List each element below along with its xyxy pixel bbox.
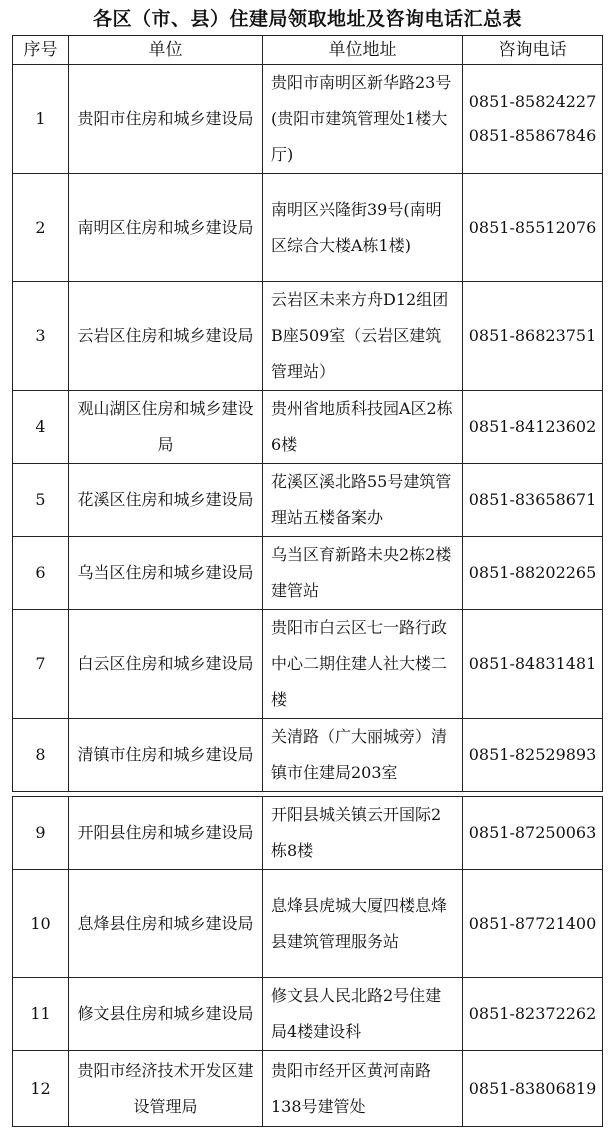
row-no: 10 xyxy=(13,870,69,978)
row-no: 8 xyxy=(13,719,69,792)
row-address: 贵州省地质科技园A区2栋6楼 xyxy=(263,391,463,464)
row-address: 乌当区育新路未央2栋2楼建管站 xyxy=(263,537,463,610)
row-address: 贵阳市南明区新华路23号(贵阳市建筑管理处1楼大厅) xyxy=(263,65,463,174)
row-phone xyxy=(463,391,603,464)
phone-number: 0851-82372262 xyxy=(468,1004,597,1023)
summary-table-part2 xyxy=(12,796,603,1127)
row-unit: 息烽县住房和城乡建设局 xyxy=(69,870,263,978)
header-no: 序号 xyxy=(13,36,69,65)
row-no: 12 xyxy=(13,1051,69,1127)
row-address: 云岩区未来方舟D12组团B座509室（云岩区建筑管理站） xyxy=(263,282,463,391)
table-header-row xyxy=(13,36,603,65)
row-unit: 白云区住房和城乡建设局 xyxy=(69,610,263,719)
table-row xyxy=(13,1051,603,1127)
table-row xyxy=(13,797,603,870)
row-phone xyxy=(463,537,603,610)
phone-number: 0851-86823751 xyxy=(468,326,597,345)
row-phone xyxy=(463,65,603,174)
row-no: 5 xyxy=(13,464,69,537)
row-address: 关清路（广大丽城旁）清镇市住建局203室 xyxy=(263,719,463,792)
row-phone xyxy=(463,174,603,282)
row-unit: 贵阳市住房和城乡建设局 xyxy=(69,65,263,174)
row-phone xyxy=(463,870,603,978)
header-unit: 单位 xyxy=(69,36,263,65)
row-unit: 开阳县住房和城乡建设局 xyxy=(69,797,263,870)
phone-number: 0851-88202265 xyxy=(468,563,597,582)
row-unit: 清镇市住房和城乡建设局 xyxy=(69,719,263,792)
row-unit: 贵阳市经济技术开发区建设管理局 xyxy=(69,1051,263,1127)
row-address: 息烽县虎城大厦四楼息烽县建筑管理服务站 xyxy=(263,870,463,978)
row-no: 7 xyxy=(13,610,69,719)
phone-number: 0851-87721400 xyxy=(468,913,597,933)
row-phone xyxy=(463,464,603,537)
row-unit: 南明区住房和城乡建设局 xyxy=(69,174,263,282)
row-phone xyxy=(463,978,603,1051)
phone-number: 0851-87250063 xyxy=(468,823,597,842)
row-unit: 修文县住房和城乡建设局 xyxy=(69,978,263,1051)
table-row xyxy=(13,282,603,391)
row-no: 3 xyxy=(13,282,69,391)
table-row xyxy=(13,719,603,792)
row-address: 开阳县城关镇云开国际2栋8楼 xyxy=(263,797,463,870)
table-row xyxy=(13,65,603,174)
row-unit: 观山湖区住房和城乡建设局 xyxy=(69,391,263,464)
table-row xyxy=(13,610,603,719)
table-row xyxy=(13,978,603,1051)
row-unit: 云岩区住房和城乡建设局 xyxy=(69,282,263,391)
phone-number: 0851-85824227 xyxy=(468,92,597,111)
row-address: 花溪区溪北路55号建筑管理站五楼备案办 xyxy=(263,464,463,537)
row-address: 南明区兴隆街39号(南明区综合大楼A栋1楼) xyxy=(263,174,463,282)
phone-number: 0851-83658671 xyxy=(468,490,597,509)
row-no: 6 xyxy=(13,537,69,610)
row-no: 11 xyxy=(13,978,69,1051)
row-phone xyxy=(463,797,603,870)
row-phone xyxy=(463,1051,603,1127)
summary-table-part1 xyxy=(12,35,603,792)
row-unit: 花溪区住房和城乡建设局 xyxy=(69,464,263,537)
row-no: 2 xyxy=(13,174,69,282)
phone-number: 0851-82529893 xyxy=(468,745,597,764)
table-row xyxy=(13,870,603,978)
phone-number: 0851-85512076 xyxy=(468,217,597,237)
phone-number: 0851-83806819 xyxy=(468,1078,597,1098)
header-phone: 咨询电话 xyxy=(463,36,603,65)
row-unit: 乌当区住房和城乡建设局 xyxy=(69,537,263,610)
row-no: 1 xyxy=(13,65,69,174)
row-address: 贵阳市白云区七一路行政中心二期住建人社大楼二楼 xyxy=(263,610,463,719)
page-title: 各区（市、县）住建局领取地址及咨询电话汇总表 xyxy=(92,8,522,30)
table-row xyxy=(13,464,603,537)
row-address: 贵阳市经开区黄河南路138号建管处 xyxy=(263,1051,463,1127)
row-no: 4 xyxy=(13,391,69,464)
table-row xyxy=(13,391,603,464)
phone-number: 0851-85867846 xyxy=(468,126,597,145)
row-phone xyxy=(463,719,603,792)
row-address: 修文县人民北路2号住建局4楼建设科 xyxy=(263,978,463,1051)
phone-number: 0851-84831481 xyxy=(468,654,597,673)
row-no: 9 xyxy=(13,797,69,870)
phone-number: 0851-84123602 xyxy=(468,417,597,436)
row-phone xyxy=(463,282,603,391)
table-row xyxy=(13,537,603,610)
table-row xyxy=(13,174,603,282)
header-address: 单位地址 xyxy=(263,36,463,65)
row-phone xyxy=(463,610,603,719)
